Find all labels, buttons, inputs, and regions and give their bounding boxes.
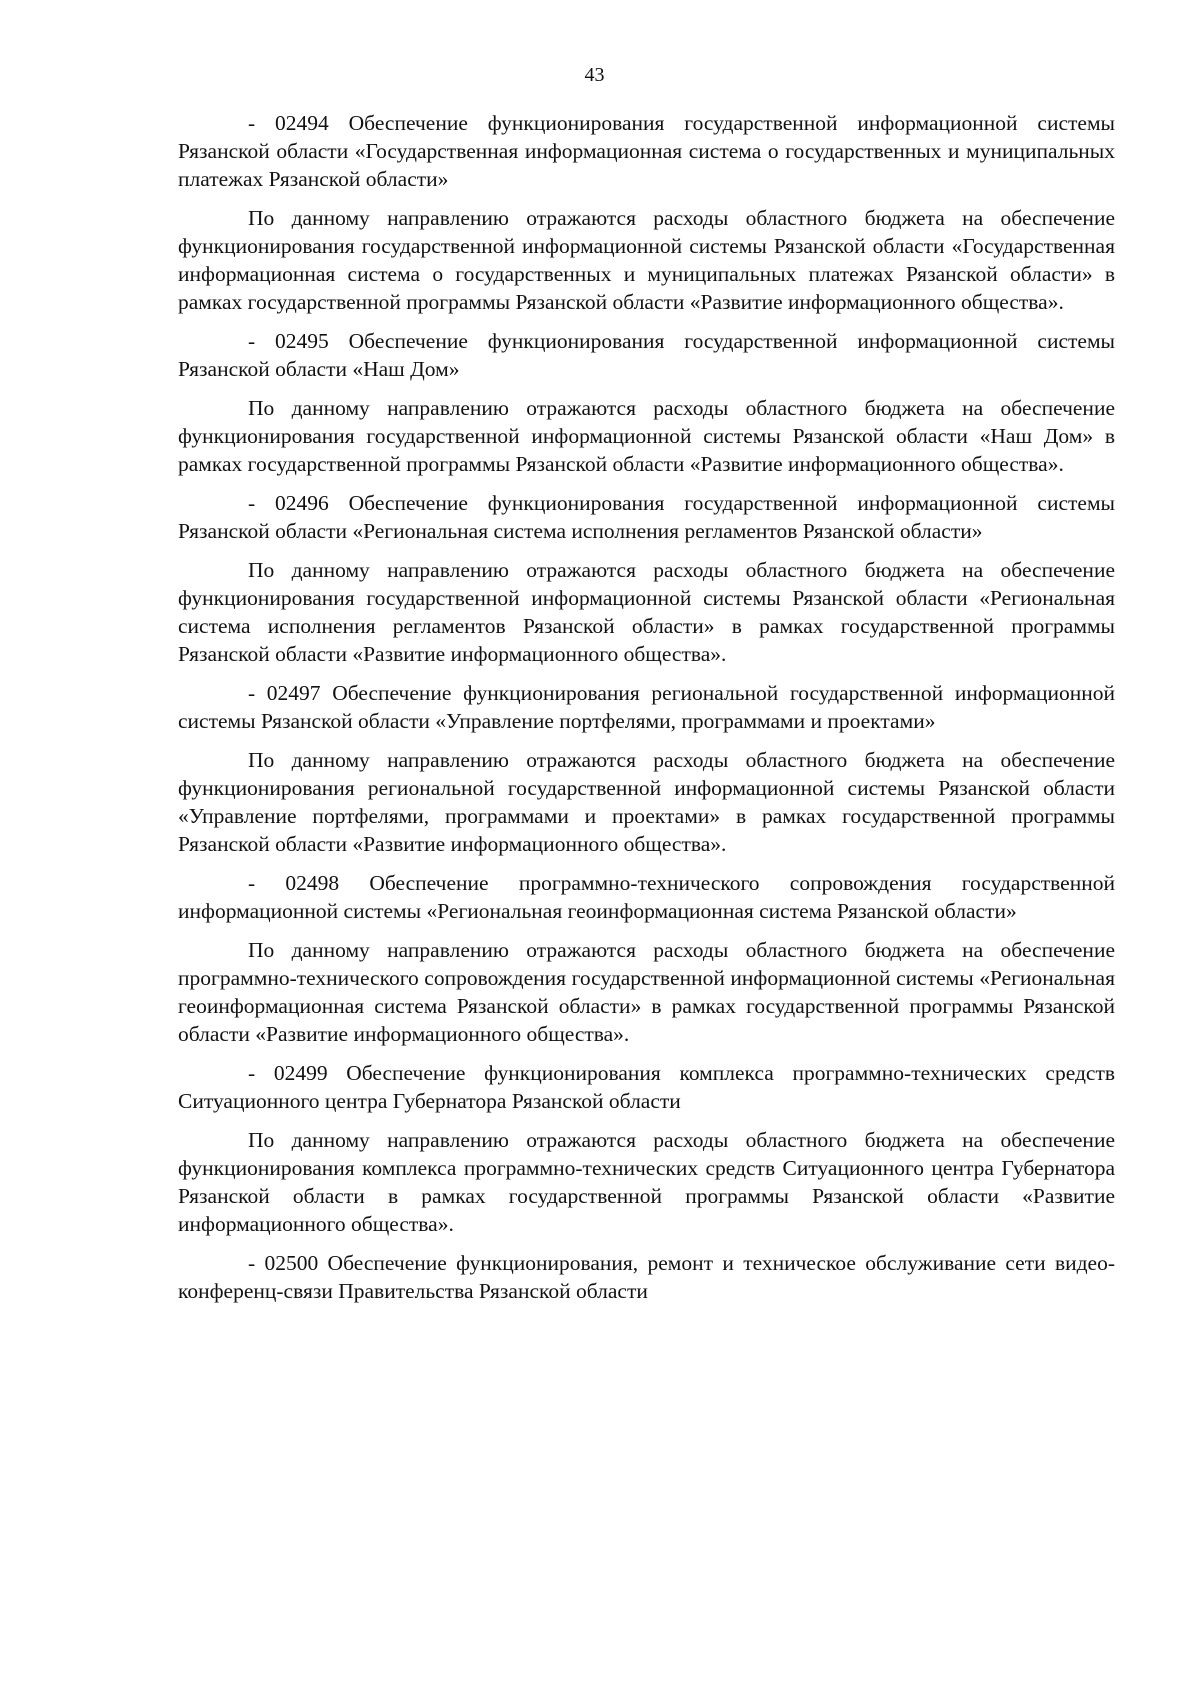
item-description-02497: По данному направлению отражаются расходы областного бюджета на обеспечение функционирования региональной государственной информационной системы Рязанской области «Управление портфелями, программами и проектами» в рамках государственной программы Рязанской области «Развитие информационного общества». — [178, 748, 1115, 856]
page-number: 43 — [584, 64, 605, 86]
item-heading-02499: - 02499 Обеспечение функционирования комплекса программно-технических средств Ситуационного центра Губернатора Рязанской области — [178, 1061, 1115, 1113]
item-heading-02496: - 02496 Обеспечение функционирования государственной информационной системы Рязанской области «Региональная система исполнения регламентов Рязанской области» — [178, 491, 1115, 543]
item-description-02495: По данному направлению отражаются расходы областного бюджета на обеспечение функционирования государственной информационной системы Рязанской области «Наш Дом» в рамках государственной программы Рязанской области «Развитие информационного общества». — [178, 396, 1115, 476]
item-heading-02495: - 02495 Обеспечение функционирования государственной информационной системы Рязанской области «Наш Дом» — [178, 329, 1115, 381]
item-description-02498: По данному направлению отражаются расходы областного бюджета на обеспечение программно-технического сопровождения государственной информационной системы «Региональная геоинформационная система Рязанской области» в рамках государственной программы Рязанской области «Развитие информационного общества». — [178, 938, 1115, 1046]
item-description-02499: По данному направлению отражаются расходы областного бюджета на обеспечение функционирования комплекса программно-технических средств Ситуационного центра Губернатора Рязанской области в рамках государственной программы Рязанской области «Развитие информационного общества». — [178, 1128, 1115, 1236]
item-description-02494: По данному направлению отражаются расходы областного бюджета на обеспечение функционирования государственной информационной системы Рязанской области «Государственная информационная система о государственных и муниципальных платежах Рязанской области» в рамках государственной программы Рязанской области «Развитие информационного общества». — [178, 206, 1115, 314]
item-heading-02494: - 02494 Обеспечение функционирования государственной информационной системы Рязанской области «Государственная информационная система о государственных и муниципальных платежах Рязанской области» — [178, 111, 1115, 191]
item-heading-02498: - 02498 Обеспечение программно-технического сопровождения государственной информационной системы «Региональная геоинформационная система Рязанской области» — [178, 871, 1115, 923]
item-heading-02500: - 02500 Обеспечение функционирования, ремонт и техническое обслуживание сети видео-конференц-связи Правительства Рязанской области — [178, 1251, 1115, 1303]
item-heading-02497: - 02497 Обеспечение функционирования региональной государственной информационной системы Рязанской области «Управление портфелями, программами и проектами» — [178, 681, 1115, 733]
item-description-02496: По данному направлению отражаются расходы областного бюджета на обеспечение функционирования государственной информационной системы Рязанской области «Региональная система исполнения регламентов Рязанской области» в рамках государственной программы Рязанской области «Развитие информационного общества». — [178, 558, 1115, 666]
